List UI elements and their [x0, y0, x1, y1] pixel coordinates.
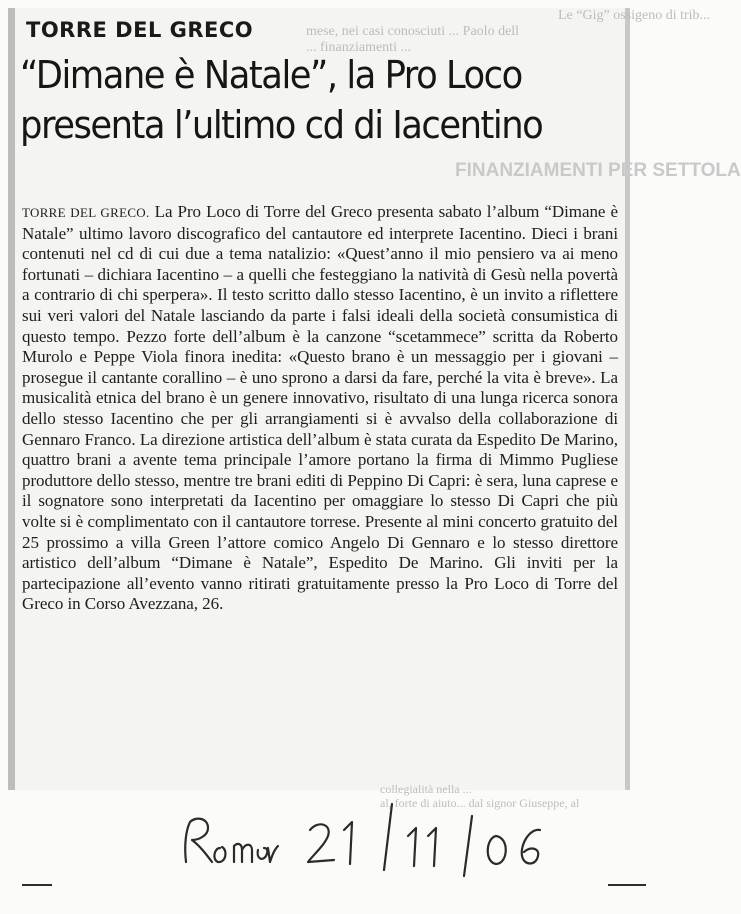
margin-mark-left [22, 884, 52, 886]
article-body [22, 202, 618, 615]
handwritten-date-note [178, 800, 578, 880]
bleed-line: mese, nei casi conosciuti ... Paolo dell [306, 24, 520, 39]
bleed-line: al, forte di aiuto... dal signor Giuseppe, al [380, 796, 580, 810]
bleed-line: collegialità nella ... [380, 782, 472, 796]
bleed-through-top [300, 8, 711, 55]
article-text: La Pro Loco di Torre del Greco presenta sabato l’album “Dimane è Natale” ultimo lavoro discografico del cantautore ed interprete Iacentino. Dieci i brani contenuti nel cd di cui due a tema natalizio: «Quest’anno il mio pensiero va ai meno fortunati – dichiara Iacentino – a quelli che festeggiano la natività di Gesù nella povertà a contrario di chi sperpera». Il testo scritto dallo stesso Iacentino, è un invito a riflettere sui veri valori del Natale lasciando da parte i falsi ideali della società consumistica di questo tempo. Pezzo forte dell’album è la canzone “scetammece” scritta da Roberto Murolo e Peppe Viola finora inedita: «Questo brano è un messaggio per i giovani – prosegue il cantante corallino – è uno sprono a darsi da fare, perché la vita è breve». La musicalità etnica del brano è un genere innovativo, risultato di una lunga ricerca sonora dello stesso Iacentino che per gli arrangiamenti si è avvalso della collaborazione di Gennaro Franco. La direzione artistica dell’album è stata curata da Espedito De Marino, quattro brani a avente tema principale l’amore portano la firma di Mimmo Pugliese produttore dello stesso, mentre tre brani editi di Peppino Di Capri: è sera, luna caprese e il sognatore sono interpretati da Iacentino per omaggiare lo stesso Di Capri che più volte si è complimentato con il cantautore torrese. Presente al mini concerto gratuito del 25 prossimo a villa Green l’attore comico Angelo Di Gennaro e lo stesso direttore artistico dell’album “Dimane è Natale”, Espedito De Marino. Gli inviti per la partecipazione all’evento vanno ritirati gratuitamente presso la Pro Loco di Torre del Greco in Corso Avezzana, 26. [22, 202, 618, 614]
bleed-line: ... finanziamenti ... [306, 40, 411, 55]
bleed-line: Le “Gig” ossigeno di trib... [558, 8, 711, 23]
bleed-through-mid: FINANZIAMENTI PER SETTOLA [455, 160, 741, 181]
margin-mark-right [608, 884, 646, 886]
section-label: TORRE DEL GRECO [26, 18, 259, 42]
article-lead: TORRE DEL GRECO. [22, 205, 150, 220]
headline: “Dimane è Natale”, la Pro Loco presenta l’ultimo cd di Iacentino [20, 53, 543, 147]
